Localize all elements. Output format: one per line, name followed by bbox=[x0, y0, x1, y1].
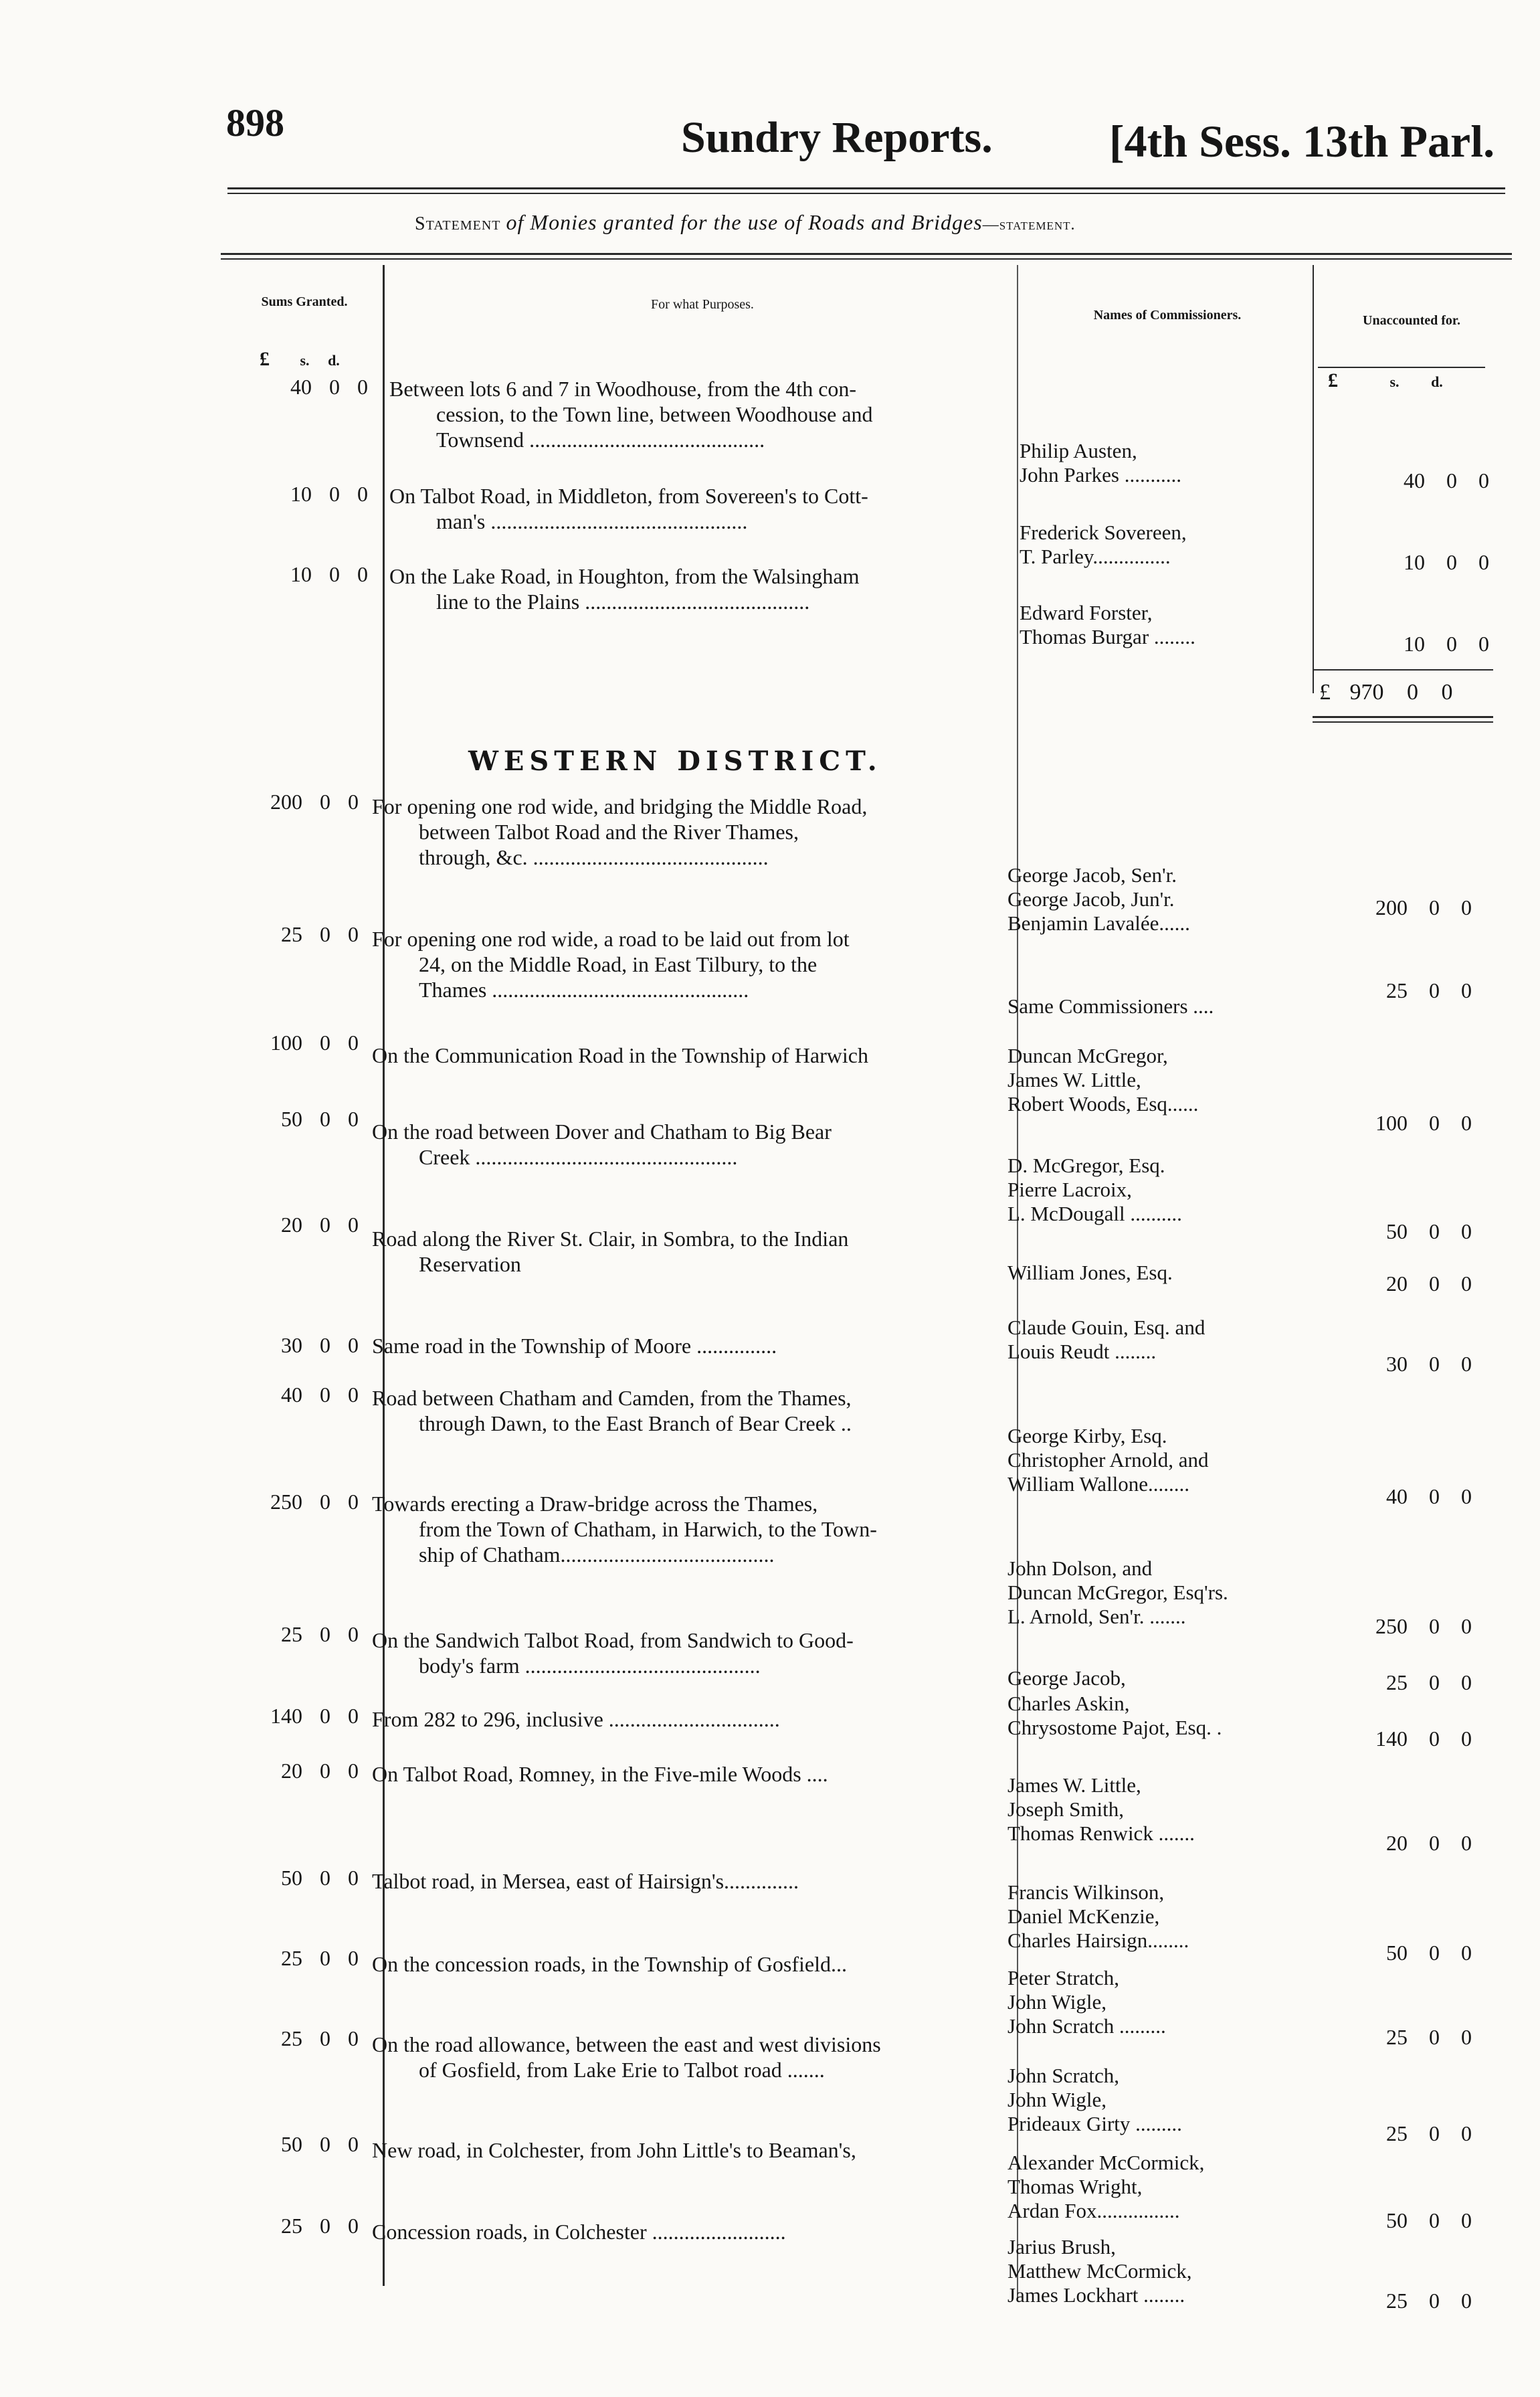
purpose-text bbox=[372, 1385, 1014, 1436]
purpose-line: Towards erecting a Draw-bridge across the Thames, bbox=[372, 1492, 818, 1516]
total-symbol: £ bbox=[1319, 680, 1331, 705]
unaccounted-amount: 20 0 0 bbox=[1386, 1271, 1472, 1296]
sum-granted: 50 0 0 bbox=[281, 1107, 359, 1131]
caption-end: —statement. bbox=[982, 216, 1076, 234]
unaccounted-amount: 40 0 0 bbox=[1386, 1484, 1472, 1508]
commissioner-line: George Kirby, Esq. bbox=[1007, 1424, 1167, 1447]
purpose-line: From 282 to 296, inclusive ................................ bbox=[372, 1707, 780, 1731]
purpose-text bbox=[372, 926, 1014, 1002]
sum-granted: 25 0 0 bbox=[281, 1622, 359, 1646]
commissioner-line: Charles Askin, bbox=[1007, 1692, 1130, 1715]
commissioner-line: Joseph Smith, bbox=[1007, 1797, 1124, 1821]
purpose-line: On the Communication Road in the Township of Harwich bbox=[372, 1043, 868, 1067]
commissioner-line: John Wigle, bbox=[1007, 2088, 1107, 2111]
sum-granted: 40 0 0 bbox=[281, 1383, 359, 1407]
commissioner-line: L. Arnold, Sen'r. ....... bbox=[1007, 1605, 1186, 1628]
pence-label-right: d. bbox=[1431, 373, 1443, 390]
purpose-text bbox=[372, 1627, 1014, 1678]
commissioner-line: Duncan McGregor, bbox=[1007, 1044, 1168, 1067]
purpose-line: through, &c. ............................................ bbox=[419, 845, 769, 869]
currency-left bbox=[260, 348, 340, 371]
purpose-text bbox=[389, 563, 1014, 614]
commissioner-names bbox=[1007, 1424, 1322, 1496]
sum-granted: 20 0 0 bbox=[281, 1213, 359, 1237]
col-unaccounted: Unaccounted for. bbox=[1363, 313, 1460, 328]
purpose-text bbox=[372, 1761, 1014, 1787]
sum-granted: 25 0 0 bbox=[281, 2214, 359, 2238]
purpose-line: ship of Chatham........................................ bbox=[419, 1542, 775, 1567]
col-sums-granted: Sums Granted. bbox=[261, 294, 348, 309]
commissioner-line: John Scratch, bbox=[1007, 2064, 1120, 2087]
purpose-line: Thames ................................................ bbox=[419, 978, 749, 1002]
commissioner-names bbox=[1007, 1557, 1322, 1629]
purpose-line: New road, in Colchester, from John Little's to Beaman's, bbox=[372, 2138, 856, 2162]
sum-granted: 20 0 0 bbox=[281, 1759, 359, 1783]
purpose-line: On Talbot Road, in Middleton, from Sovereen's to Cott- bbox=[389, 484, 868, 508]
purpose-line: Between lots 6 and 7 in Woodhouse, from the 4th con- bbox=[389, 377, 857, 401]
commissioner-line: Ardan Fox................ bbox=[1007, 2199, 1180, 2222]
sum-granted: 25 0 0 bbox=[281, 2026, 359, 2050]
unaccounted-amount: 50 0 0 bbox=[1386, 2208, 1472, 2232]
commissioner-line: Jarius Brush, bbox=[1007, 2235, 1116, 2258]
commissioner-line: George Jacob, Sen'r. bbox=[1007, 863, 1177, 887]
unaccounted-amount: 25 0 0 bbox=[1386, 2025, 1472, 2049]
commissioner-line: Matthew McCormick, bbox=[1007, 2259, 1192, 2283]
session-label: [4th Sess. 13th Parl. bbox=[1109, 116, 1495, 167]
commissioner-line: Thomas Burgar ........ bbox=[1020, 625, 1195, 648]
pound-symbol-right: £ bbox=[1328, 369, 1338, 391]
commissioner-line: Louis Reudt ........ bbox=[1007, 1340, 1157, 1363]
purpose-line: Same road in the Township of Moore ............... bbox=[372, 1334, 777, 1358]
sum-granted: 50 0 0 bbox=[281, 2132, 359, 2156]
header-rule-2 bbox=[227, 193, 1505, 194]
unaccounted-amount: 10 0 0 bbox=[1404, 550, 1489, 574]
total-amount: 970 0 0 bbox=[1349, 680, 1453, 705]
commissioner-line: George Jacob, bbox=[1007, 1666, 1126, 1690]
unaccounted-amount: 250 0 0 bbox=[1375, 1614, 1472, 1638]
commissioner-line: William Jones, Esq. bbox=[1007, 1261, 1173, 1284]
commissioner-names bbox=[1007, 1966, 1322, 2038]
commissioner-names bbox=[1020, 601, 1334, 649]
commissioner-names bbox=[1007, 1692, 1322, 1740]
sum-granted: 140 0 0 bbox=[270, 1704, 359, 1728]
purpose-line: On Talbot Road, Romney, in the Five-mile Woods .... bbox=[372, 1762, 828, 1786]
commissioner-names bbox=[1007, 2151, 1322, 2223]
commissioner-names bbox=[1007, 1666, 1322, 1690]
commissioner-line: Thomas Wright, bbox=[1007, 2175, 1143, 2198]
sum-granted: 40 0 0 bbox=[290, 375, 368, 399]
purpose-line: On the road between Dover and Chatham to Big Bear bbox=[372, 1120, 832, 1144]
sum-granted: 50 0 0 bbox=[281, 1866, 359, 1890]
purpose-line: body's farm ............................................ bbox=[419, 1654, 761, 1678]
commissioner-line: James W. Little, bbox=[1007, 1773, 1141, 1797]
caption-rule-2 bbox=[221, 258, 1512, 260]
total-rule-2 bbox=[1313, 721, 1493, 723]
commissioner-line: Claude Gouin, Esq. and bbox=[1007, 1316, 1206, 1339]
commissioner-line: John Scratch ......... bbox=[1007, 2014, 1166, 2038]
unaccounted-amount: 100 0 0 bbox=[1375, 1111, 1472, 1135]
total-line bbox=[1319, 680, 1453, 705]
commissioner-line: Daniel McKenzie, bbox=[1007, 1904, 1160, 1928]
unaccounted-amount: 25 0 0 bbox=[1386, 2121, 1472, 2145]
purpose-text bbox=[389, 483, 1014, 534]
commissioner-names bbox=[1007, 1261, 1322, 1285]
commissioner-line: George Jacob, Jun'r. bbox=[1007, 887, 1175, 911]
purpose-text bbox=[372, 1868, 1014, 1894]
commissioner-line: William Wallone........ bbox=[1007, 1472, 1190, 1496]
unaccounted-amount: 30 0 0 bbox=[1386, 1352, 1472, 1376]
sum-granted: 30 0 0 bbox=[281, 1333, 359, 1357]
purpose-line: Townsend ............................................ bbox=[436, 428, 765, 452]
unaccounted-amount: 200 0 0 bbox=[1375, 895, 1472, 919]
unaccounted-amount: 50 0 0 bbox=[1386, 1219, 1472, 1243]
district-heading: WESTERN DISTRICT. bbox=[468, 745, 882, 777]
unacc-head-rule bbox=[1318, 367, 1485, 368]
purpose-line: cession, to the Town line, between Woodhouse and bbox=[436, 402, 873, 426]
unaccounted-amount: 20 0 0 bbox=[1386, 1831, 1472, 1855]
sum-granted: 100 0 0 bbox=[270, 1031, 359, 1055]
commissioner-line: John Dolson, and bbox=[1007, 1557, 1153, 1580]
sum-granted: 200 0 0 bbox=[270, 790, 359, 814]
commissioner-names bbox=[1007, 994, 1322, 1018]
sum-granted: 250 0 0 bbox=[270, 1490, 359, 1514]
purpose-line: Road between Chatham and Camden, from the Thames, bbox=[372, 1386, 852, 1410]
commissioner-line: John Wigle, bbox=[1007, 1990, 1107, 2014]
commissioner-names bbox=[1007, 1880, 1322, 1953]
purpose-text bbox=[372, 2032, 1014, 2082]
commissioner-line: Benjamin Lavalée...... bbox=[1007, 911, 1190, 935]
total-rule-1 bbox=[1313, 716, 1493, 718]
commissioner-names bbox=[1020, 439, 1334, 487]
commissioner-names bbox=[1007, 1154, 1322, 1226]
commissioner-line: Robert Woods, Esq...... bbox=[1007, 1092, 1199, 1116]
caption-start: Statement bbox=[415, 213, 501, 234]
running-title: Sundry Reports. bbox=[681, 113, 993, 162]
caption-italic: of Monies granted for the use of Roads and Bridges bbox=[506, 210, 983, 234]
commissioner-names bbox=[1007, 2064, 1322, 2136]
purpose-line: from the Town of Chatham, in Harwich, to the Town- bbox=[419, 1517, 877, 1541]
page-number: 898 bbox=[226, 101, 284, 145]
purpose-line: On the road allowance, between the east and west divisions bbox=[372, 2032, 881, 2056]
currency-right bbox=[1328, 369, 1443, 392]
purpose-line: Road along the River St. Clair, in Sombra, to the Indian bbox=[372, 1227, 849, 1251]
col-commissioners: Names of Commissioners. bbox=[1093, 308, 1242, 323]
commissioner-line: Prideaux Girty ......... bbox=[1007, 2112, 1182, 2135]
unaccounted-amount: 50 0 0 bbox=[1386, 1941, 1472, 1965]
commissioner-line: Peter Stratch, bbox=[1007, 1966, 1120, 1989]
commissioner-line: L. McDougall .......... bbox=[1007, 1202, 1182, 1225]
purpose-line: 24, on the Middle Road, in East Tilbury, to the bbox=[419, 952, 817, 976]
purpose-text bbox=[372, 794, 1014, 870]
purpose-text bbox=[389, 376, 1014, 452]
commissioner-line: John Parkes ........... bbox=[1020, 463, 1181, 486]
purpose-line: man's ................................................ bbox=[436, 509, 748, 533]
commissioner-names bbox=[1007, 1316, 1322, 1364]
purpose-line: On the Sandwich Talbot Road, from Sandwich to Good- bbox=[372, 1628, 854, 1652]
commissioner-line: D. McGregor, Esq. bbox=[1007, 1154, 1165, 1177]
commissioner-line: Thomas Renwick ....... bbox=[1007, 1822, 1195, 1845]
commissioner-line: Chrysostome Pajot, Esq. . bbox=[1007, 1716, 1222, 1739]
commissioner-names bbox=[1020, 521, 1334, 569]
commissioner-line: Alexander McCormick, bbox=[1007, 2151, 1205, 2174]
commissioner-line: T. Parley............... bbox=[1020, 545, 1171, 568]
purpose-line: between Talbot Road and the River Thames, bbox=[419, 820, 799, 844]
purpose-line: Reservation bbox=[419, 1252, 521, 1276]
purpose-line: through Dawn, to the East Branch of Bear Creek .. bbox=[419, 1411, 852, 1435]
commissioner-line: Charles Hairsign........ bbox=[1007, 1929, 1189, 1952]
col-purposes: For what Purposes. bbox=[651, 297, 754, 312]
purpose-text bbox=[372, 1706, 1014, 1732]
unaccounted-amount: 25 0 0 bbox=[1386, 1670, 1472, 1694]
unaccounted-amount: 25 0 0 bbox=[1386, 978, 1472, 1002]
purpose-line: For opening one rod wide, and bridging the Middle Road, bbox=[372, 794, 868, 818]
purpose-line: Talbot road, in Mersea, east of Hairsign's.............. bbox=[372, 1869, 799, 1893]
commissioner-names bbox=[1007, 1773, 1322, 1846]
total-rule-top bbox=[1313, 669, 1493, 671]
purpose-text bbox=[372, 1043, 1014, 1068]
purpose-text bbox=[372, 1226, 1014, 1277]
commissioner-line: Francis Wilkinson, bbox=[1007, 1880, 1165, 1904]
commissioner-line: Christopher Arnold, and bbox=[1007, 1448, 1209, 1472]
commissioner-names bbox=[1007, 1044, 1322, 1116]
pence-label-left: d. bbox=[328, 352, 340, 369]
sum-granted: 10 0 0 bbox=[290, 482, 368, 506]
purpose-line: of Gosfield, from Lake Erie to Talbot road ....... bbox=[419, 2058, 825, 2082]
purpose-text bbox=[372, 1333, 1014, 1358]
shillings-label-left: s. bbox=[300, 352, 310, 369]
purpose-text bbox=[372, 2137, 1014, 2163]
commissioner-line: Duncan McGregor, Esq'rs. bbox=[1007, 1581, 1228, 1604]
commissioner-line: Philip Austen, bbox=[1020, 439, 1137, 462]
caption-rule-1 bbox=[221, 253, 1512, 255]
commissioner-names bbox=[1007, 2235, 1322, 2307]
purpose-line: Concession roads, in Colchester ......................... bbox=[372, 2220, 786, 2244]
unaccounted-amount: 40 0 0 bbox=[1404, 468, 1489, 493]
shillings-label-right: s. bbox=[1389, 373, 1400, 390]
unaccounted-amount: 140 0 0 bbox=[1375, 1726, 1472, 1751]
sum-granted: 25 0 0 bbox=[281, 1946, 359, 1970]
purpose-line: Creek ................................................. bbox=[419, 1145, 738, 1169]
commissioner-line: Pierre Lacroix, bbox=[1007, 1178, 1132, 1201]
commissioner-names bbox=[1007, 863, 1322, 936]
purpose-line: On the Lake Road, in Houghton, from the Walsingham bbox=[389, 564, 860, 588]
unaccounted-amount: 25 0 0 bbox=[1386, 2289, 1472, 2313]
sum-granted: 10 0 0 bbox=[290, 562, 368, 586]
purpose-text bbox=[372, 1951, 1014, 1977]
purpose-line: For opening one rod wide, a road to be laid out from lot bbox=[372, 927, 850, 951]
sum-granted: 25 0 0 bbox=[281, 922, 359, 946]
commissioner-line: Same Commissioners .... bbox=[1007, 994, 1214, 1018]
commissioner-line: James Lockhart ........ bbox=[1007, 2283, 1185, 2307]
pound-symbol-left: £ bbox=[260, 348, 270, 370]
header-rule-1 bbox=[227, 187, 1505, 189]
purpose-text bbox=[372, 1119, 1014, 1170]
commissioner-line: Edward Forster, bbox=[1020, 601, 1153, 624]
purpose-line: On the concession roads, in the Township of Gosfield... bbox=[372, 1952, 847, 1976]
purpose-text bbox=[372, 1491, 1014, 1567]
table-caption bbox=[415, 210, 1076, 235]
purpose-line: line to the Plains .......................................... bbox=[436, 590, 810, 614]
commissioner-line: James W. Little, bbox=[1007, 1068, 1141, 1091]
commissioner-line: Frederick Sovereen, bbox=[1020, 521, 1187, 544]
purpose-text bbox=[372, 2219, 1014, 2244]
unaccounted-amount: 10 0 0 bbox=[1404, 632, 1489, 656]
